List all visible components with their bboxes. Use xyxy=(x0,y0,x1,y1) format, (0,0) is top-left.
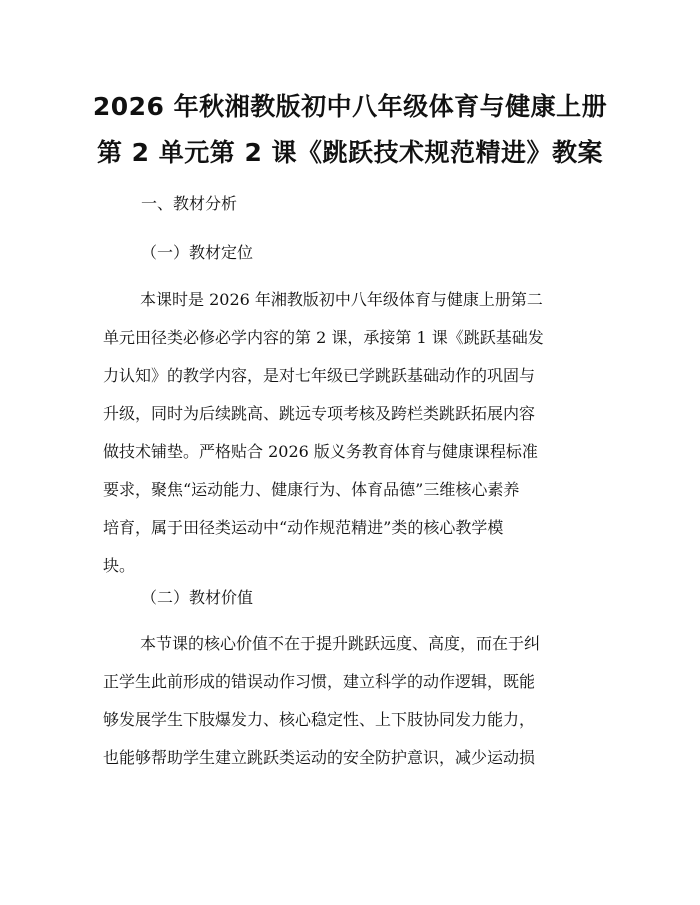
document-title-line-1: 2026 年秋湘教版初中八年级体育与健康上册 xyxy=(92,92,608,121)
paragraph-line: 也能够帮助学生建立跳跃类运动的安全防护意识，减少运动损 xyxy=(103,748,536,767)
paragraph-line: 本课时是 2026 年湘教版初中八年级体育与健康上册第二 xyxy=(140,290,543,309)
subsection-heading-positioning: （一）教材定位 xyxy=(141,243,254,262)
paragraph-line: 够发展学生下肢爆发力、核心稳定性、上下肢协同发力能力， xyxy=(103,710,536,729)
paragraph-line: 要求，聚焦“运动能力、健康行为、体育品德”三维核心素养 xyxy=(103,480,520,499)
paragraph-line: 做技术铺垫。严格贴合 2026 版义务教育体育与健康课程标准 xyxy=(103,442,538,461)
document-title-line-2: 第 2 单元第 2 课《跳跃技术规范精进》教案 xyxy=(96,138,604,167)
paragraph-line: 培育，属于田径类运动中“动作规范精进”类的核心教学模 xyxy=(103,518,504,537)
section-heading-analysis: 一、教材分析 xyxy=(141,194,238,213)
paragraph-line: 单元田径类必修必学内容的第 2 课，承接第 1 课《跳跃基础发 xyxy=(103,328,544,347)
paragraph-line: 力认知》的教学内容，是对七年级已学跳跃基础动作的巩固与 xyxy=(103,366,536,385)
paragraph-line: 块。 xyxy=(103,556,136,575)
paragraph-line: 正学生此前形成的错误动作习惯，建立科学的动作逻辑，既能 xyxy=(103,672,536,691)
subsection-heading-value: （二）教材价值 xyxy=(141,588,254,607)
paragraph-line: 本节课的核心价值不在于提升跳跃远度、高度，而在于纠 xyxy=(140,634,541,653)
paragraph-line: 升级，同时为后续跳高、跳远专项考核及跨栏类跳跃拓展内容 xyxy=(103,404,536,423)
